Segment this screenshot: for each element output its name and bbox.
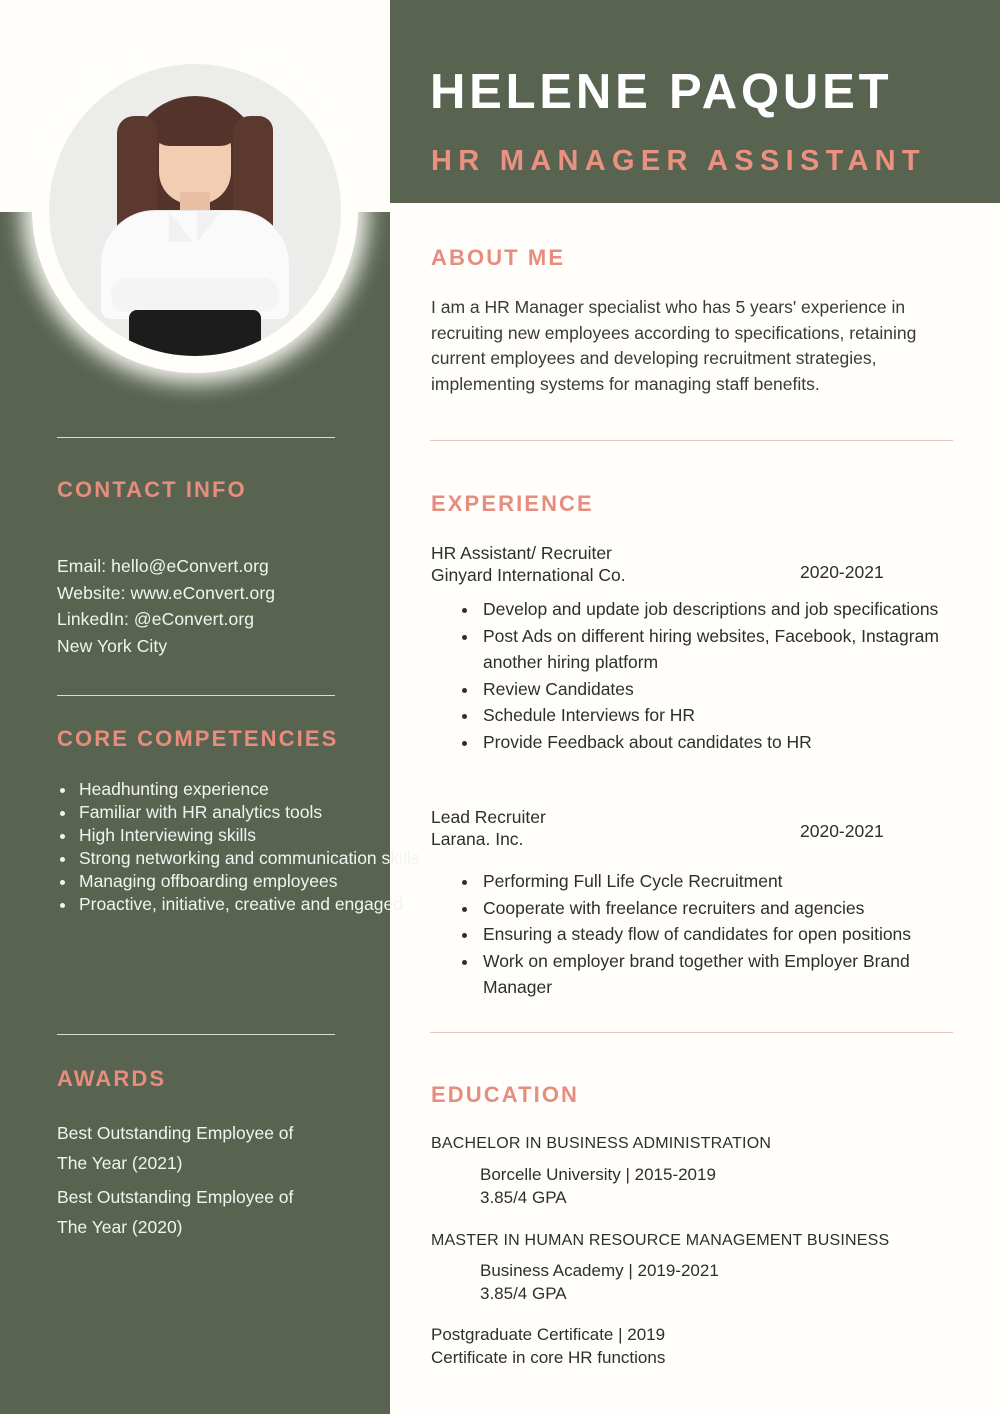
- list-item: • Proactive, initiative, creative and engaged: [77, 893, 419, 916]
- list-item: • Managing offboarding employees: [77, 870, 419, 893]
- job-bullets-1: [455, 868, 979, 1001]
- education-school: Business Academy | 2019-2021: [480, 1261, 719, 1280]
- list-item: • Performing Full Life Cycle Recruitment: [479, 868, 979, 895]
- list-item: • Provide Feedback about candidates to HR: [479, 729, 979, 756]
- list-item: • Cooperate with freelance recruiters and agencies: [479, 895, 979, 922]
- sidebar-heading-competencies: CORE COMPETENCIES: [57, 726, 339, 751]
- job-role: Lead Recruiter: [431, 807, 546, 827]
- contact-info-list: [57, 553, 275, 659]
- section-heading-about: ABOUT ME: [431, 245, 566, 270]
- award-item: Best Outstanding Employee of The Year (2020): [57, 1187, 294, 1237]
- list-item: • Ensuring a steady flow of candidates for open positions: [479, 921, 979, 948]
- list-item: • Develop and update job descriptions and job specifications: [479, 596, 979, 623]
- education-gpa: 3.85/4 GPA: [480, 1188, 567, 1207]
- sidebar-heading-contact: CONTACT INFO: [57, 477, 247, 502]
- job-company: Ginyard International Co.: [431, 565, 626, 585]
- avatar: [32, 47, 358, 373]
- job-bullets-0: [455, 596, 979, 755]
- job-title-1: [431, 806, 546, 850]
- job-role: HR Assistant/ Recruiter: [431, 543, 612, 563]
- avatar-skirt: [129, 310, 261, 356]
- education-certificate: [431, 1323, 665, 1369]
- competencies-list: [57, 778, 419, 916]
- education-degree-0: BACHELOR IN BUSINESS ADMINISTRATION: [431, 1135, 772, 1152]
- education-detail-1: [480, 1259, 719, 1305]
- avatar-hair-fringe: [151, 100, 239, 146]
- sidebar-divider-3: [57, 1034, 335, 1035]
- list-item: • Familiar with HR analytics tools: [77, 801, 419, 824]
- list-item: • Strong networking and communication skills: [77, 847, 419, 870]
- list-item: • Schedule Interviews for HR: [479, 702, 979, 729]
- main-divider-2: [430, 1032, 953, 1033]
- sidebar-heading-awards: AWARDS: [57, 1066, 167, 1091]
- main-divider-1: [430, 440, 953, 441]
- job-title-0: [431, 542, 626, 586]
- certificate-title: Postgraduate Certificate | 2019: [431, 1325, 666, 1344]
- job-company: Larana. Inc.: [431, 829, 524, 849]
- sidebar-divider-2: [57, 695, 335, 696]
- list-item: • Work on employer brand together with Employer Brand Manager: [479, 948, 979, 1001]
- certificate-desc: Certificate in core HR functions: [431, 1348, 666, 1367]
- section-heading-experience: EXPERIENCE: [431, 491, 594, 516]
- contact-website[interactable]: Website: www.eConvert.org: [57, 582, 276, 603]
- avatar-collar-left: [169, 212, 193, 242]
- education-detail-0: [480, 1163, 716, 1209]
- contact-email[interactable]: Email: hello@eConvert.org: [57, 556, 269, 576]
- avatar-image: [49, 64, 341, 356]
- avatar-collar-right: [197, 212, 221, 242]
- page-title: HELENE PAQUET: [430, 65, 893, 119]
- award-item: Best Outstanding Employee of The Year (2021): [57, 1123, 294, 1173]
- education-gpa: 3.85/4 GPA: [480, 1284, 567, 1303]
- list-item: • Review Candidates: [479, 676, 979, 703]
- about-body: I am a HR Manager specialist who has 5 years' experience in recruiting new employees according to specifications, retaining current employees and developing recruitment strategies, implementing systems for managing staff benefits.: [431, 297, 917, 394]
- contact-location: New York City: [57, 635, 168, 656]
- sidebar-divider-1: [57, 437, 335, 438]
- education-degree-1: MASTER IN HUMAN RESOURCE MANAGEMENT BUSINESS: [431, 1232, 890, 1249]
- page-subtitle: HR MANAGER ASSISTANT: [431, 145, 926, 177]
- list-item: • High Interviewing skills: [77, 824, 419, 847]
- job-date-1: 2020-2021: [800, 821, 884, 841]
- list-item: • Headhunting experience: [77, 778, 419, 801]
- avatar-arms: [111, 278, 279, 312]
- contact-linkedin[interactable]: LinkedIn: @eConvert.org: [57, 609, 255, 629]
- job-date-0: 2020-2021: [800, 562, 884, 582]
- education-school: Borcelle University | 2015-2019: [480, 1165, 716, 1184]
- section-heading-education: EDUCATION: [431, 1082, 580, 1107]
- list-item: • Post Ads on different hiring websites, Facebook, Instagram another hiring platform: [479, 623, 979, 676]
